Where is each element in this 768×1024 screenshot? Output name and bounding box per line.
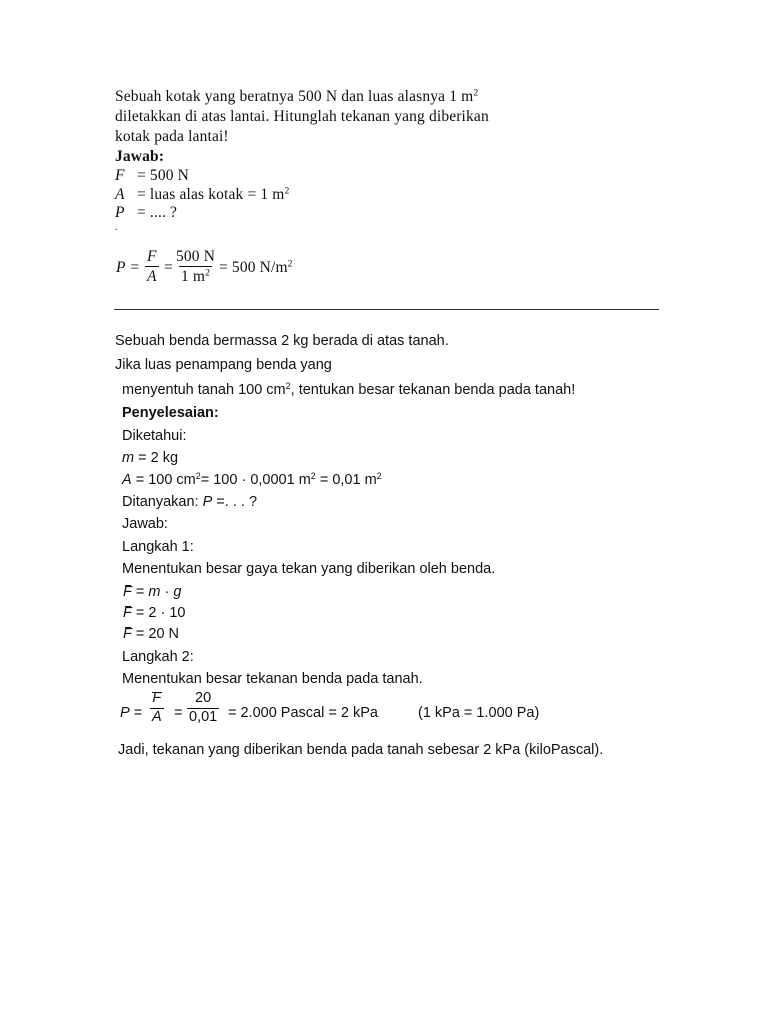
given-pressure: P = .... ? [115, 204, 178, 221]
problem-2-question-line-2: Jika luas penampang benda yang [115, 357, 332, 373]
step-1-description: Menentukan besar gaya tekan yang diberikan oleh benda. [122, 561, 496, 577]
step-2-description: Menentukan besar tekanan benda pada tanah. [122, 671, 423, 687]
fraction-2-f-over-a: $\frac{F}{A}$ [152, 690, 162, 725]
answer-label: Jawab: [122, 516, 168, 532]
formula-lhs: P = [116, 259, 140, 276]
given-area: A = luas alas kotak = 1 $m^2$ [115, 185, 290, 203]
step-2-label: Langkah 2: [122, 649, 194, 665]
known-heading: Diketahui: [122, 428, 187, 444]
known-mass: m = 2 kg [122, 450, 179, 466]
known-area: A = 100 $cm^2= 100 \cdot 0,0001$ $m^2 = 0,01$ $m^2$ [122, 471, 382, 488]
fraction-2-values: $\frac{20}{0,01}$ [189, 690, 218, 725]
asked-line: Ditanyakan: P =. . . ? [122, 494, 258, 510]
problem-1-question-line-1: Sebuah kotak yang beratnya 500 N dan luas alasnya 1 $m^2$ [115, 87, 479, 105]
formula-2-equals: = [174, 705, 183, 721]
fraction-f-over-a: $\frac{F}{A}$ [147, 248, 157, 286]
problem-1-question-line-2: diletakkan di atas lantai. Hitunglah tekanan yang diberikan [115, 108, 489, 125]
problem-1-question-line-3: kotak pada lantai! [115, 128, 229, 145]
section-divider [114, 309, 659, 310]
conclusion: Jadi, tekanan yang diberikan benda pada tanah sebesar 2 kPa (kiloPascal). [118, 742, 604, 758]
problem-2-question-line-3: menyentuh tanah 100 $cm^2$, tentukan besar tekanan benda pada tanah! [122, 381, 576, 398]
formula-equals: = [164, 259, 173, 276]
formula-2-result: = 2.000 Pascal = 2 kPa [228, 705, 378, 721]
force-equation-1: F = m · g [123, 584, 182, 600]
unit-conversion-note: (1 kPa = 1.000 Pa) [418, 705, 540, 721]
formula-2-lhs: P = [120, 705, 143, 721]
fraction-values: $\frac{500 N}{1 m^2}$ [176, 248, 216, 286]
problem-1-answer-heading: Jawab: [115, 148, 165, 165]
given-force: F = 500 N [115, 167, 189, 184]
force-equation-3: F = 20 N [123, 626, 180, 642]
problem-2-question-line-1: Sebuah benda bermassa 2 kg berada di atas tanah. [115, 333, 449, 349]
formula-result: = 500 $N/m^2$ [219, 258, 293, 276]
stray-dot: . [115, 222, 118, 233]
force-equation-2: F = 2 · 10 [123, 605, 186, 621]
solution-heading: Penyelesaian: [122, 405, 219, 421]
step-1-label: Langkah 1: [122, 539, 194, 555]
